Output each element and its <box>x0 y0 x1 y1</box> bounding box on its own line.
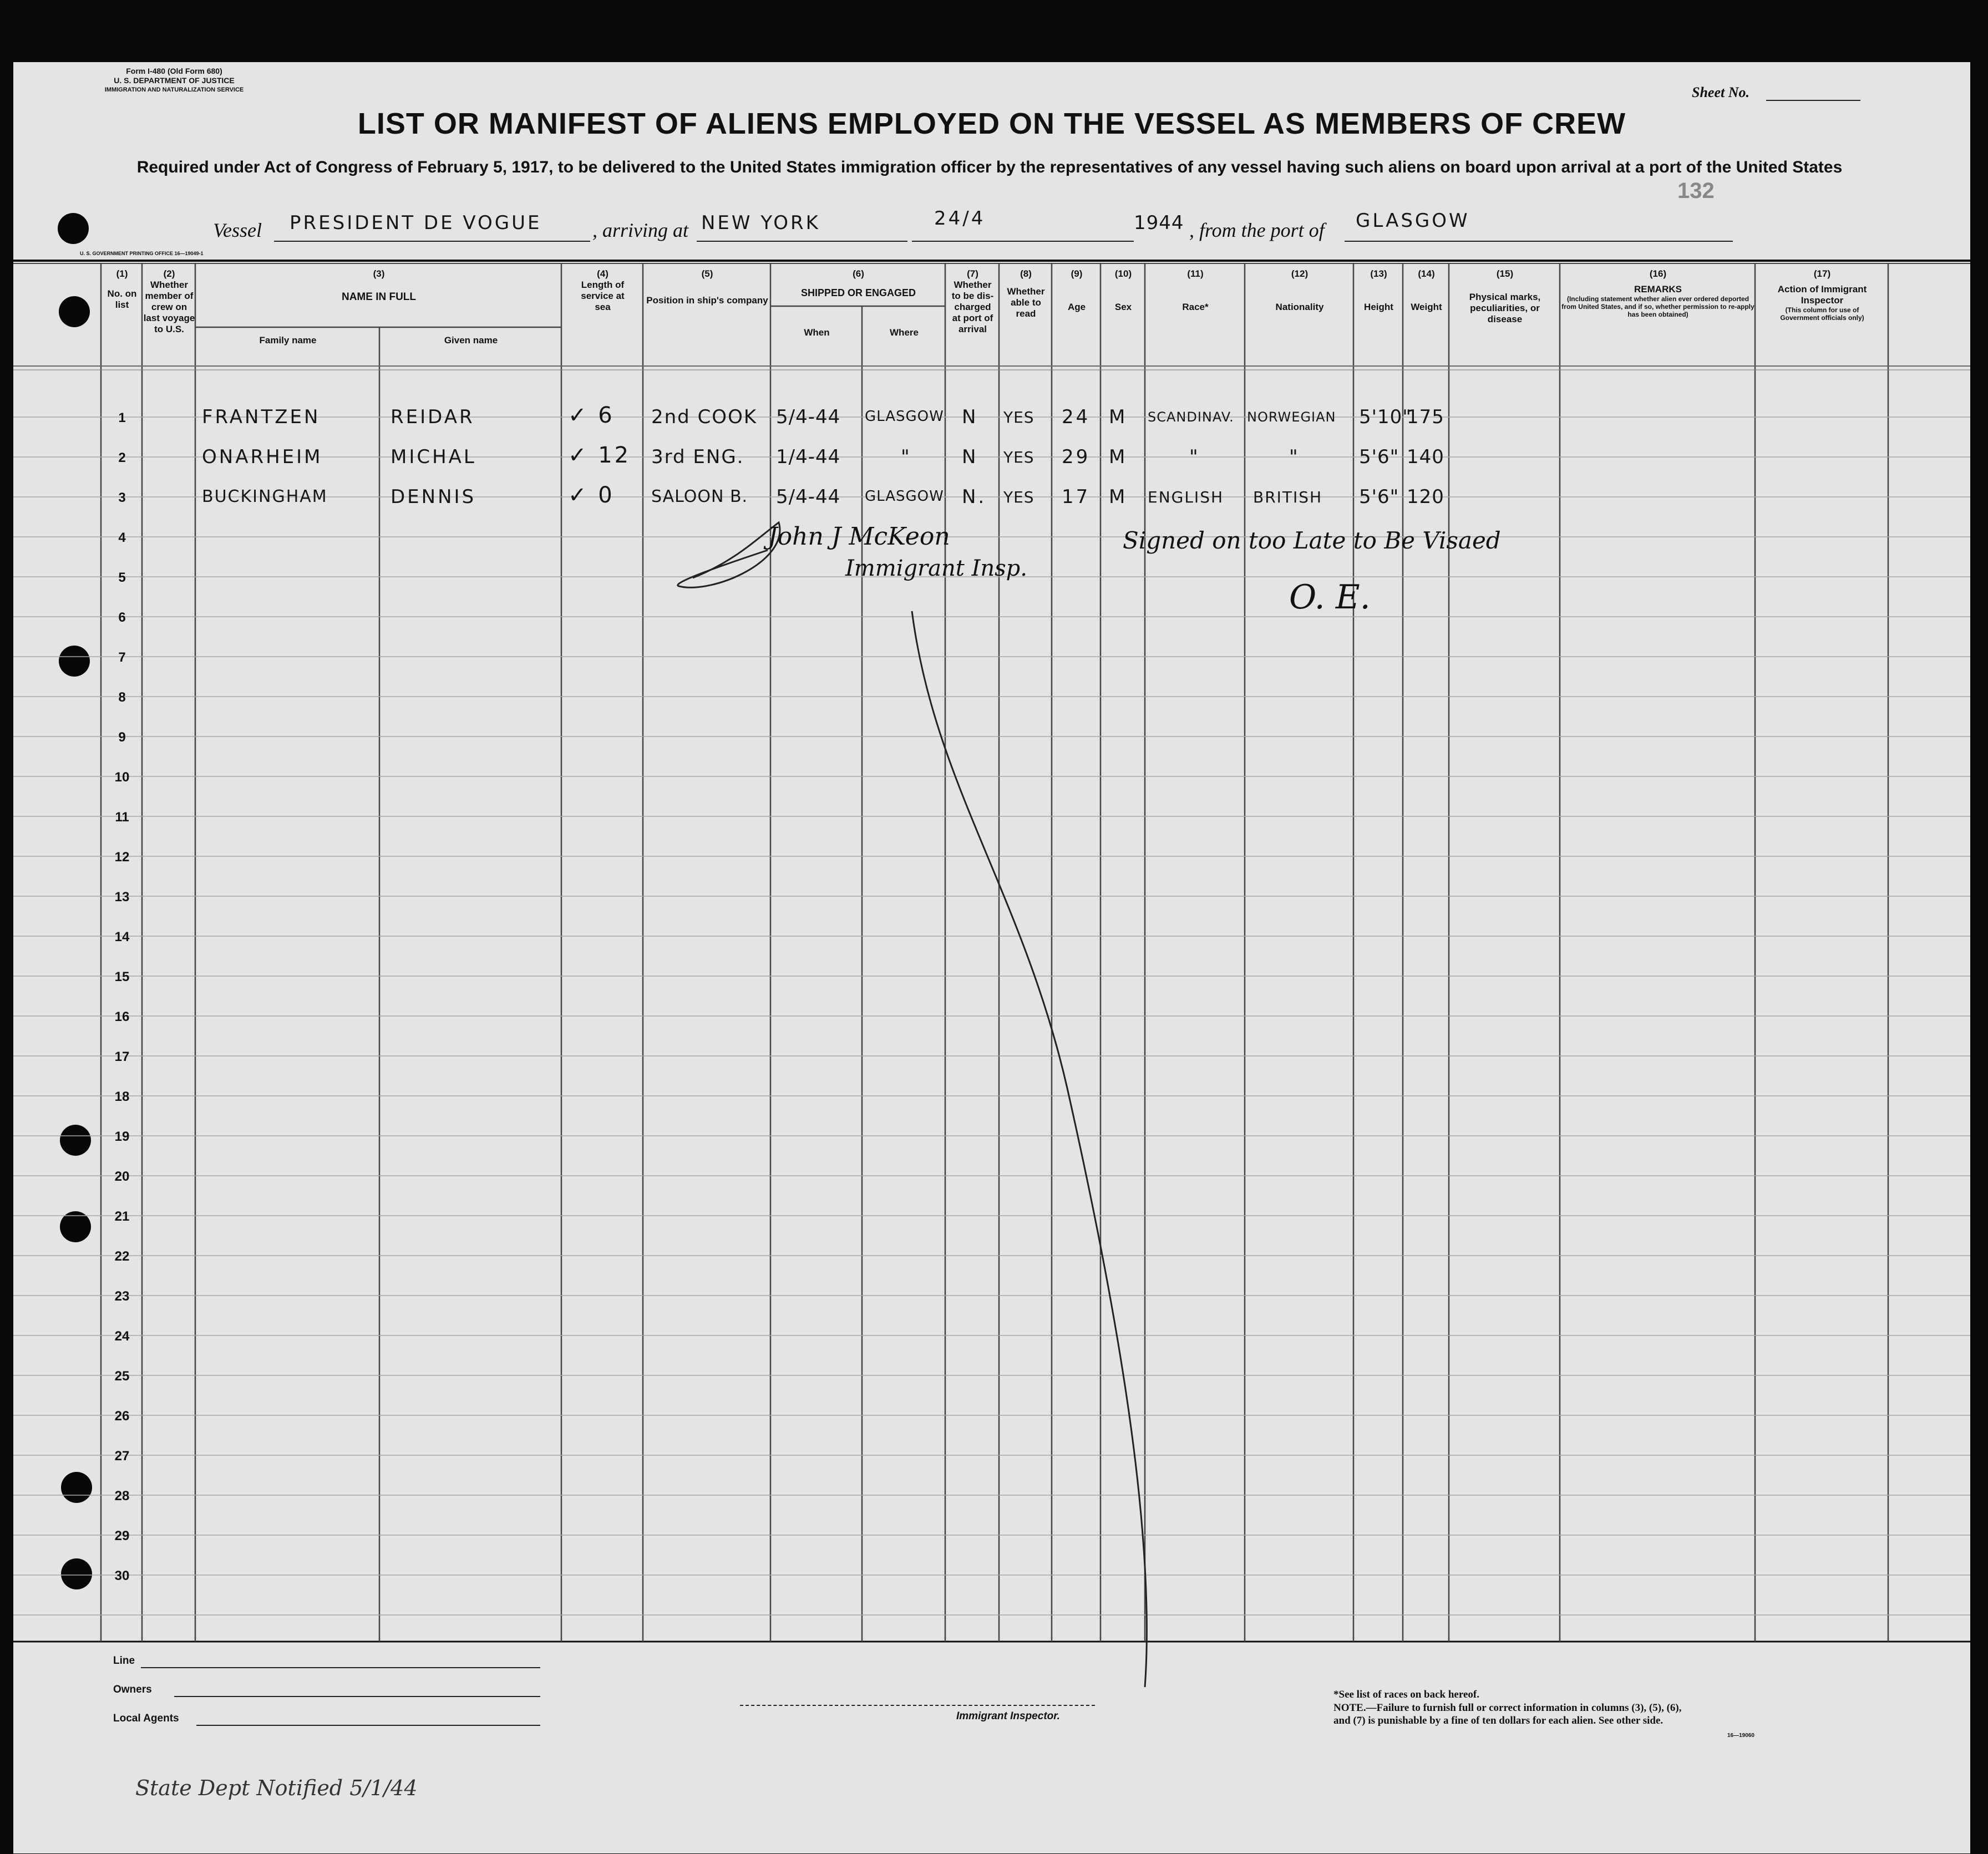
line-number: 13 <box>114 890 130 905</box>
stamp-number: 132 <box>1677 179 1715 203</box>
shipped-when-cell: 5/4-44 <box>776 486 841 508</box>
shipped-when-cell: 5/4-44 <box>776 406 841 428</box>
column-header-weight: (14) Weight <box>1411 268 1442 312</box>
form-title: LIST OR MANIFEST OF ALIENS EMPLOYED ON THE VESSEL AS MEMBERS OF CREW <box>357 107 1626 140</box>
race-cell: ENGLISH <box>1148 488 1224 506</box>
line-number: 1 <box>118 410 126 425</box>
age-cell: 24 <box>1062 406 1091 428</box>
department-name: U. S. DEPARTMENT OF JUSTICE <box>114 76 235 85</box>
age-cell: 29 <box>1062 446 1091 468</box>
column-header-sex: (10) Sex <box>1114 268 1132 312</box>
column-header-shipped: (6) SHIPPED OR ENGAGED <box>800 268 916 298</box>
line-number: 8 <box>118 690 126 705</box>
column-subheader-given-name: Given name <box>444 335 498 346</box>
nationality-cell: " <box>1289 446 1300 468</box>
line-number: 9 <box>118 730 126 745</box>
discharged-cell: N <box>962 446 978 468</box>
form-subtitle: Required under Act of Congress of February 5, 1917, to be delivered to the United States immigration officer by the representatives of any vessel having such aliens on board upon arrival at a port of the United States <box>136 158 1843 176</box>
height-cell: 5'6" <box>1359 486 1399 508</box>
line-number: 4 <box>118 530 126 545</box>
line-number: 3 <box>118 490 126 505</box>
from-port-label: , from the port of <box>1189 219 1325 241</box>
column-header-line-number: (1) No. on list <box>107 268 137 310</box>
race-cell: " <box>1189 446 1200 468</box>
column-header-position: (5) Position in ship's company <box>646 268 768 306</box>
line-number: 5 <box>118 570 126 585</box>
column-subheader-when: When <box>804 327 830 338</box>
manifest-page <box>13 62 1970 1853</box>
remark-initials: O. E. <box>1289 578 1371 617</box>
vessel-label: Vessel <box>213 219 262 241</box>
printing-office-line: U. S. GOVERNMENT PRINTING OFFICE 16—19049-1 <box>80 251 204 256</box>
given-name-cell: REIDAR <box>390 406 475 428</box>
column-header-name: (3) NAME IN FULL <box>341 268 417 303</box>
able-to-read-cell: YES <box>1003 488 1034 506</box>
service-length-cell: ✓ 12 <box>568 443 631 468</box>
line-number: 17 <box>114 1049 130 1064</box>
line-number: 29 <box>114 1528 130 1543</box>
height-cell: 5'10" <box>1359 406 1412 428</box>
line-number: 7 <box>118 650 126 665</box>
column-header-inspector-action: (17) Action of Immigrant Inspector (This column for use of Government officials only) <box>1777 268 1867 322</box>
age-cell: 17 <box>1062 486 1091 508</box>
line-number: 18 <box>114 1089 130 1104</box>
sex-cell: M <box>1109 486 1128 508</box>
able-to-read-cell: YES <box>1003 448 1034 466</box>
column-subheader-where: Where <box>890 327 919 338</box>
arriving-label: , arriving at <box>592 219 689 241</box>
column-header-previous-voyage: (2) Whether member of crew on last voyage to U.S. <box>143 268 195 334</box>
arrival-port: NEW YORK <box>701 212 820 234</box>
column-header-service-length: (4) Length of service at sea <box>581 268 625 312</box>
column-header-race: (11) Race* <box>1182 268 1209 312</box>
race-cell: SCANDINAV. <box>1148 409 1234 425</box>
nationality-cell: NORWEGIAN <box>1247 409 1336 425</box>
line-number: 6 <box>118 610 126 625</box>
late-signing-remark: Signed on too Late to Be Visaed <box>1123 527 1501 554</box>
shipped-where-cell: GLASGOW <box>865 408 944 425</box>
line-number: 28 <box>114 1489 130 1503</box>
family-name-cell: FRANTZEN <box>202 406 321 428</box>
weight-cell: 140 <box>1407 446 1444 468</box>
form-number: Form I-480 (Old Form 680) <box>126 67 222 75</box>
column-subheader-family-name: Family name <box>259 335 317 346</box>
nationality-cell: BRITISH <box>1253 488 1323 506</box>
shipped-where-cell: GLASGOW <box>865 488 944 505</box>
column-header-age: (9) Age <box>1067 268 1086 312</box>
column-header-height: (13) Height <box>1364 268 1393 312</box>
weight-cell: 120 <box>1407 486 1444 508</box>
column-header-discharged: (7) Whether to be dis- charged at port of arrival <box>951 268 994 334</box>
line-number: 21 <box>114 1209 130 1224</box>
shipped-where-cell: " <box>901 446 912 468</box>
footer-agents-label: Local Agents <box>113 1713 179 1724</box>
discharged-cell: N <box>962 406 978 428</box>
line-number: 25 <box>114 1369 130 1384</box>
line-number: 11 <box>115 810 129 825</box>
column-header-physical-marks: (15) Physical marks, peculiarities, or disease <box>1469 268 1541 324</box>
state-dept-note: State Dept Notified 5/1/44 <box>135 1776 418 1800</box>
arrival-date: 24/4 <box>934 207 986 230</box>
line-number: 24 <box>114 1329 130 1344</box>
shipped-when-cell: 1/4-44 <box>776 446 841 468</box>
line-number: 30 <box>114 1568 130 1583</box>
height-cell: 5'6" <box>1359 446 1399 468</box>
given-name-cell: MICHAL <box>390 446 476 468</box>
line-number: 23 <box>114 1289 130 1304</box>
service-length-cell: ✓ 0 <box>568 482 615 508</box>
sex-cell: M <box>1109 446 1128 468</box>
position-cell: 2nd COOK <box>651 406 758 428</box>
position-cell: 3rd ENG. <box>651 446 744 468</box>
footer-line-label: Line <box>113 1655 135 1667</box>
line-number: 15 <box>114 969 130 984</box>
vessel-name: PRESIDENT DE VOGUE <box>290 212 542 234</box>
weight-cell: 175 <box>1407 406 1444 428</box>
sheet-number-label: Sheet No. <box>1692 84 1749 100</box>
form-code: 16—19060 <box>1727 1733 1754 1739</box>
footer-inspector-label: Immigrant Inspector. <box>956 1710 1060 1722</box>
line-number: 27 <box>114 1449 130 1464</box>
column-header-nationality: (12) Nationality <box>1275 268 1324 312</box>
discharged-cell: N. <box>962 486 987 508</box>
family-name-cell: ONARHEIM <box>202 446 323 468</box>
inspector-signature: John J McKeon <box>768 522 950 551</box>
line-number: 10 <box>114 770 130 785</box>
sex-cell: M <box>1109 406 1128 428</box>
service-length-cell: ✓ 6 <box>568 403 615 428</box>
position-cell: SALOON B. <box>651 487 748 506</box>
arrival-year: 1944 <box>1134 212 1184 234</box>
line-number: 20 <box>114 1169 130 1184</box>
service-name: IMMIGRATION AND NATURALIZATION SERVICE <box>104 87 244 93</box>
line-number: 2 <box>118 450 126 465</box>
inspector-signature-title: Immigrant Insp. <box>845 556 1027 581</box>
line-number: 14 <box>114 929 130 944</box>
line-number: 19 <box>114 1129 130 1144</box>
column-header-remarks: (16) REMARKS (Including statement whether alien ever ordered deported from United States, and if so, whether permission to re-apply has been obtained) <box>1561 268 1754 318</box>
footer-owners-label: Owners <box>113 1684 152 1695</box>
departure-port: GLASGOW <box>1356 210 1470 232</box>
family-name-cell: BUCKINGHAM <box>202 487 328 506</box>
line-number: 16 <box>114 1009 130 1024</box>
given-name-cell: DENNIS <box>390 486 476 508</box>
line-number: 22 <box>114 1249 130 1264</box>
races-note: *See list of races on back hereof. <box>1333 1689 1479 1700</box>
line-number: 26 <box>114 1409 130 1424</box>
line-number: 12 <box>114 850 130 865</box>
able-to-read-cell: YES <box>1003 408 1034 426</box>
column-header-able-to-read: (8) Whether able to read <box>1007 268 1045 319</box>
penalty-note: NOTE.—Failure to furnish full or correct information in columns (3), (5), (6), and (7) is punishable by a fine of ten dollars for each alien. See other side. <box>1333 1702 1682 1726</box>
